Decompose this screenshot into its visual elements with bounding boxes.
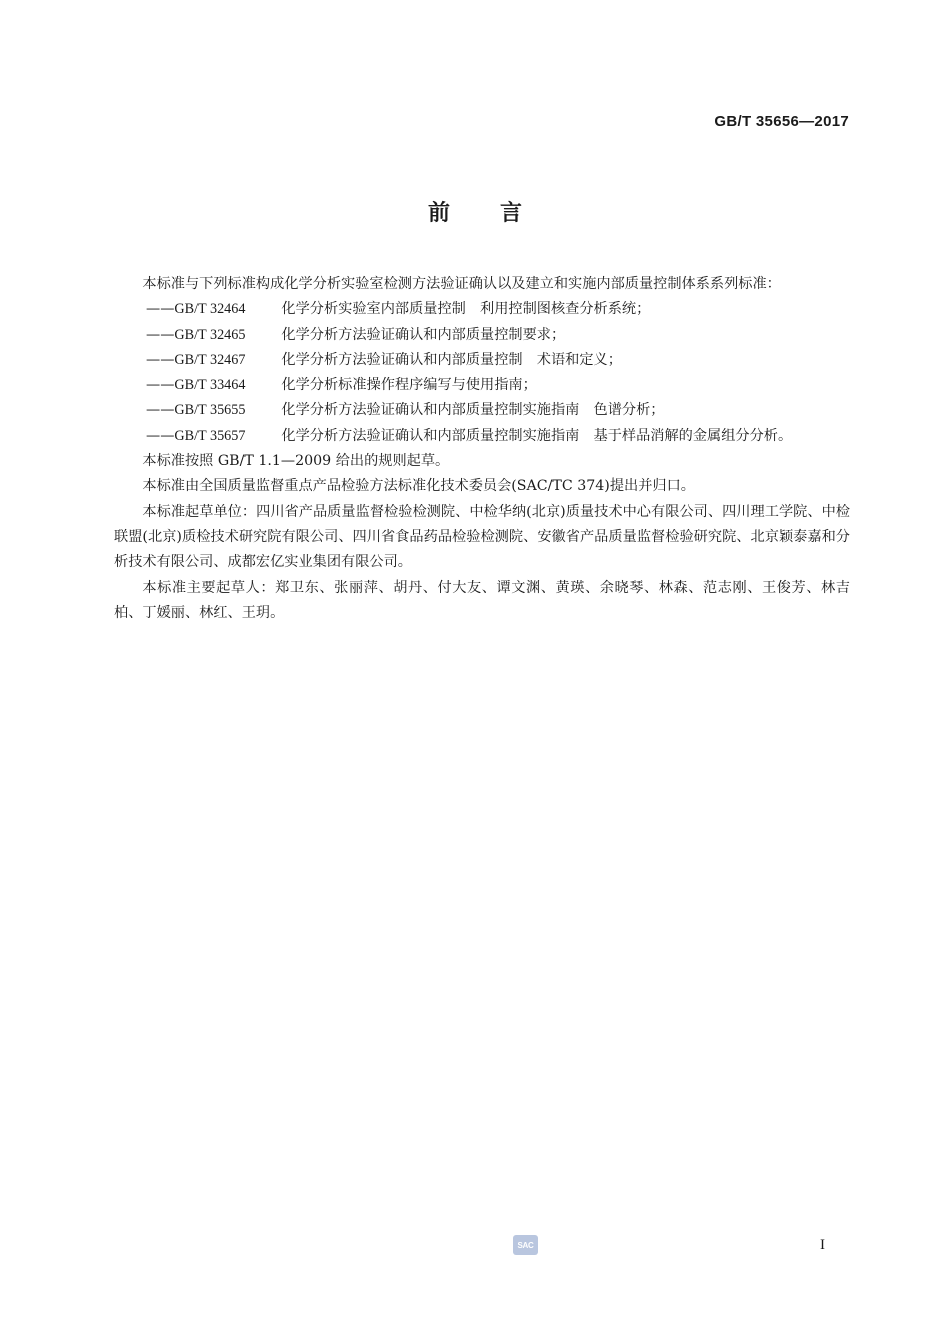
list-item xyxy=(146,348,850,373)
list-dash: —— xyxy=(146,351,175,368)
standard-number: GB/T 32464 xyxy=(174,301,246,318)
standard-number: GB/T 33464 xyxy=(174,377,246,394)
list-item xyxy=(146,398,850,423)
standard-number: GB/T 35657 xyxy=(174,427,246,444)
list-dash: —— xyxy=(146,326,175,343)
list-dash: —— xyxy=(146,377,175,394)
drafting-units-paragraph: 本标准起草单位：四川省产品质量监督检验检测院、中检华纳(北京)质量技术中心有限公司、四川理工学院、中检联盟(北京)质检技术研究院有限公司、四川省食品药品检验检测院、安徽省产品质量监督检验研究院、北京颖泰嘉和分析技术有限公司、成都宏亿实业集团有限公司。 xyxy=(114,503,850,571)
standard-title: 化学分析方法验证确认和内部质量控制要求； xyxy=(281,326,566,343)
document-body xyxy=(114,272,850,626)
sac-logo-icon xyxy=(513,1235,538,1255)
standard-title: 化学分析方法验证确认和内部质量控制实施指南 基于样品消解的金属组分分析。 xyxy=(281,427,793,444)
list-item xyxy=(146,373,850,398)
list-dash: —— xyxy=(146,402,175,419)
list-item xyxy=(146,424,850,449)
sac-logo-text: SAC xyxy=(517,1240,534,1250)
list-dash: —— xyxy=(146,301,175,318)
list-item xyxy=(146,297,850,322)
drafters-paragraph: 本标准主要起草人：郑卫东、张丽萍、胡丹、付大友、谭文渊、黄瑛、余晓琴、林森、范志刚、王俊芳、林吉柏、丁媛丽、林红、王玥。 xyxy=(114,579,850,621)
drafting-rules-paragraph: 本标准按照 GB/T 1.1—2009 给出的规则起草。 xyxy=(142,453,450,470)
list-item xyxy=(146,323,850,348)
standard-number: GB/T 32465 xyxy=(174,326,246,343)
related-standards-list xyxy=(114,297,850,449)
proposer-paragraph: 本标准由全国质量监督重点产品检验方法标准化技术委员会(SAC/TC 374)提出并归口。 xyxy=(142,478,695,495)
page-title: 前言 xyxy=(427,201,572,226)
standard-title: 化学分析标准操作程序编写与使用指南； xyxy=(281,377,537,394)
standard-title: 化学分析方法验证确认和内部质量控制 术语和定义； xyxy=(281,351,622,368)
standard-title: 化学分析方法验证确认和内部质量控制实施指南 色谱分析； xyxy=(281,402,665,419)
standard-number: GB/T 32467 xyxy=(174,351,246,368)
standard-number: GB/T 35655 xyxy=(174,402,246,419)
list-dash: —— xyxy=(146,427,175,444)
page-number: I xyxy=(820,1237,825,1253)
standard-title: 化学分析实验室内部质量控制 利用控制图核查分析系统； xyxy=(281,301,651,318)
intro-paragraph: 本标准与下列标准构成化学分析实验室检测方法验证确认以及建立和实施内部质量控制体系系列标准： xyxy=(142,276,781,292)
standard-code: GB/T 35656—2017 xyxy=(714,113,849,130)
